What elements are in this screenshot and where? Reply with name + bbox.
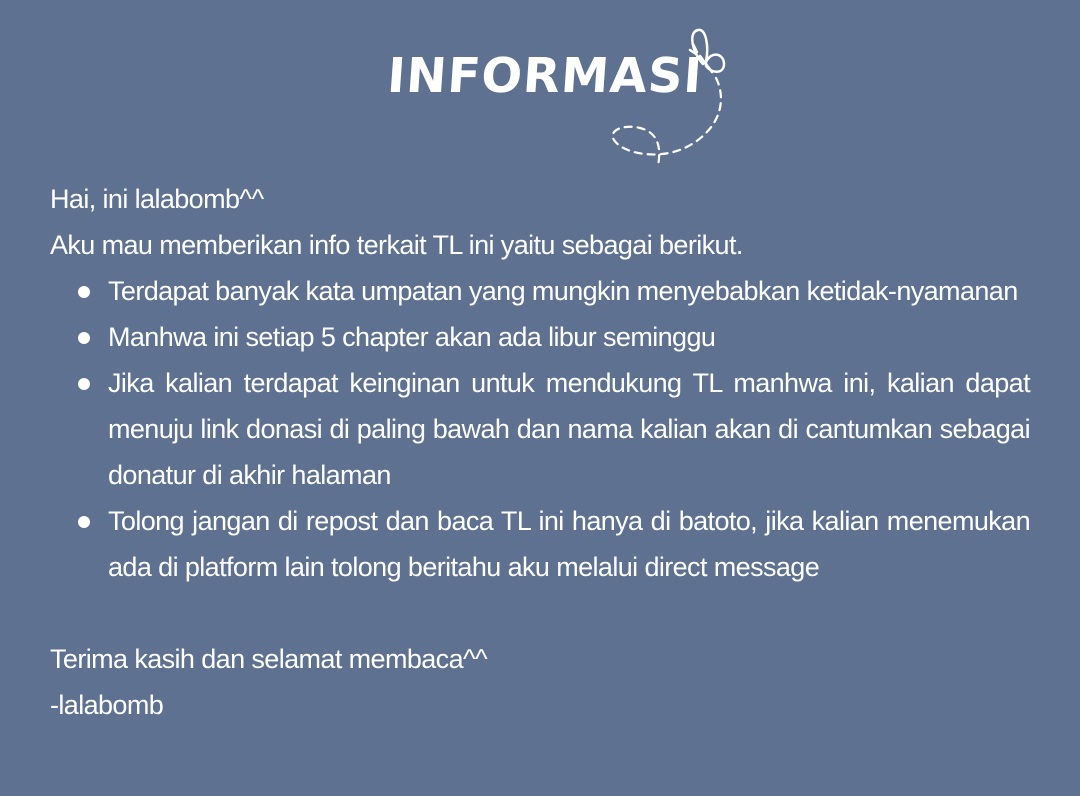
page-title: INFORMASI: [385, 48, 705, 104]
list-item: Manhwa ini setiap 5 chapter akan ada libur seminggu: [108, 314, 1030, 360]
closing-text: Terima kasih dan selamat membaca^^: [50, 644, 488, 674]
intro-text: Aku mau memberikan info terkait TL ini yaitu sebagai berikut.: [50, 230, 743, 260]
list-item: Tolong jangan di repost dan baca TL ini hanya di batoto, jika kalian menemukan ada di platform lain tolong beritahu aku melalui direct message: [108, 498, 1030, 590]
butterfly-icon: [600, 20, 740, 180]
spacer: [50, 590, 1030, 636]
info-content: [50, 176, 1030, 728]
greeting-text: Hai, ini lalabomb^^: [50, 184, 264, 214]
list-item: Terdapat banyak kata umpatan yang mungkin menyebabkan ketidak-nyamanan: [108, 268, 1030, 314]
signature-text: -lalabomb: [50, 690, 164, 720]
info-list: [50, 268, 1030, 590]
list-item: Jika kalian terdapat keinginan untuk mendukung TL manhwa ini, kalian dapat menuju link donasi di paling bawah dan nama kalian akan di cantumkan sebagai donatur di akhir halaman: [108, 360, 1030, 498]
